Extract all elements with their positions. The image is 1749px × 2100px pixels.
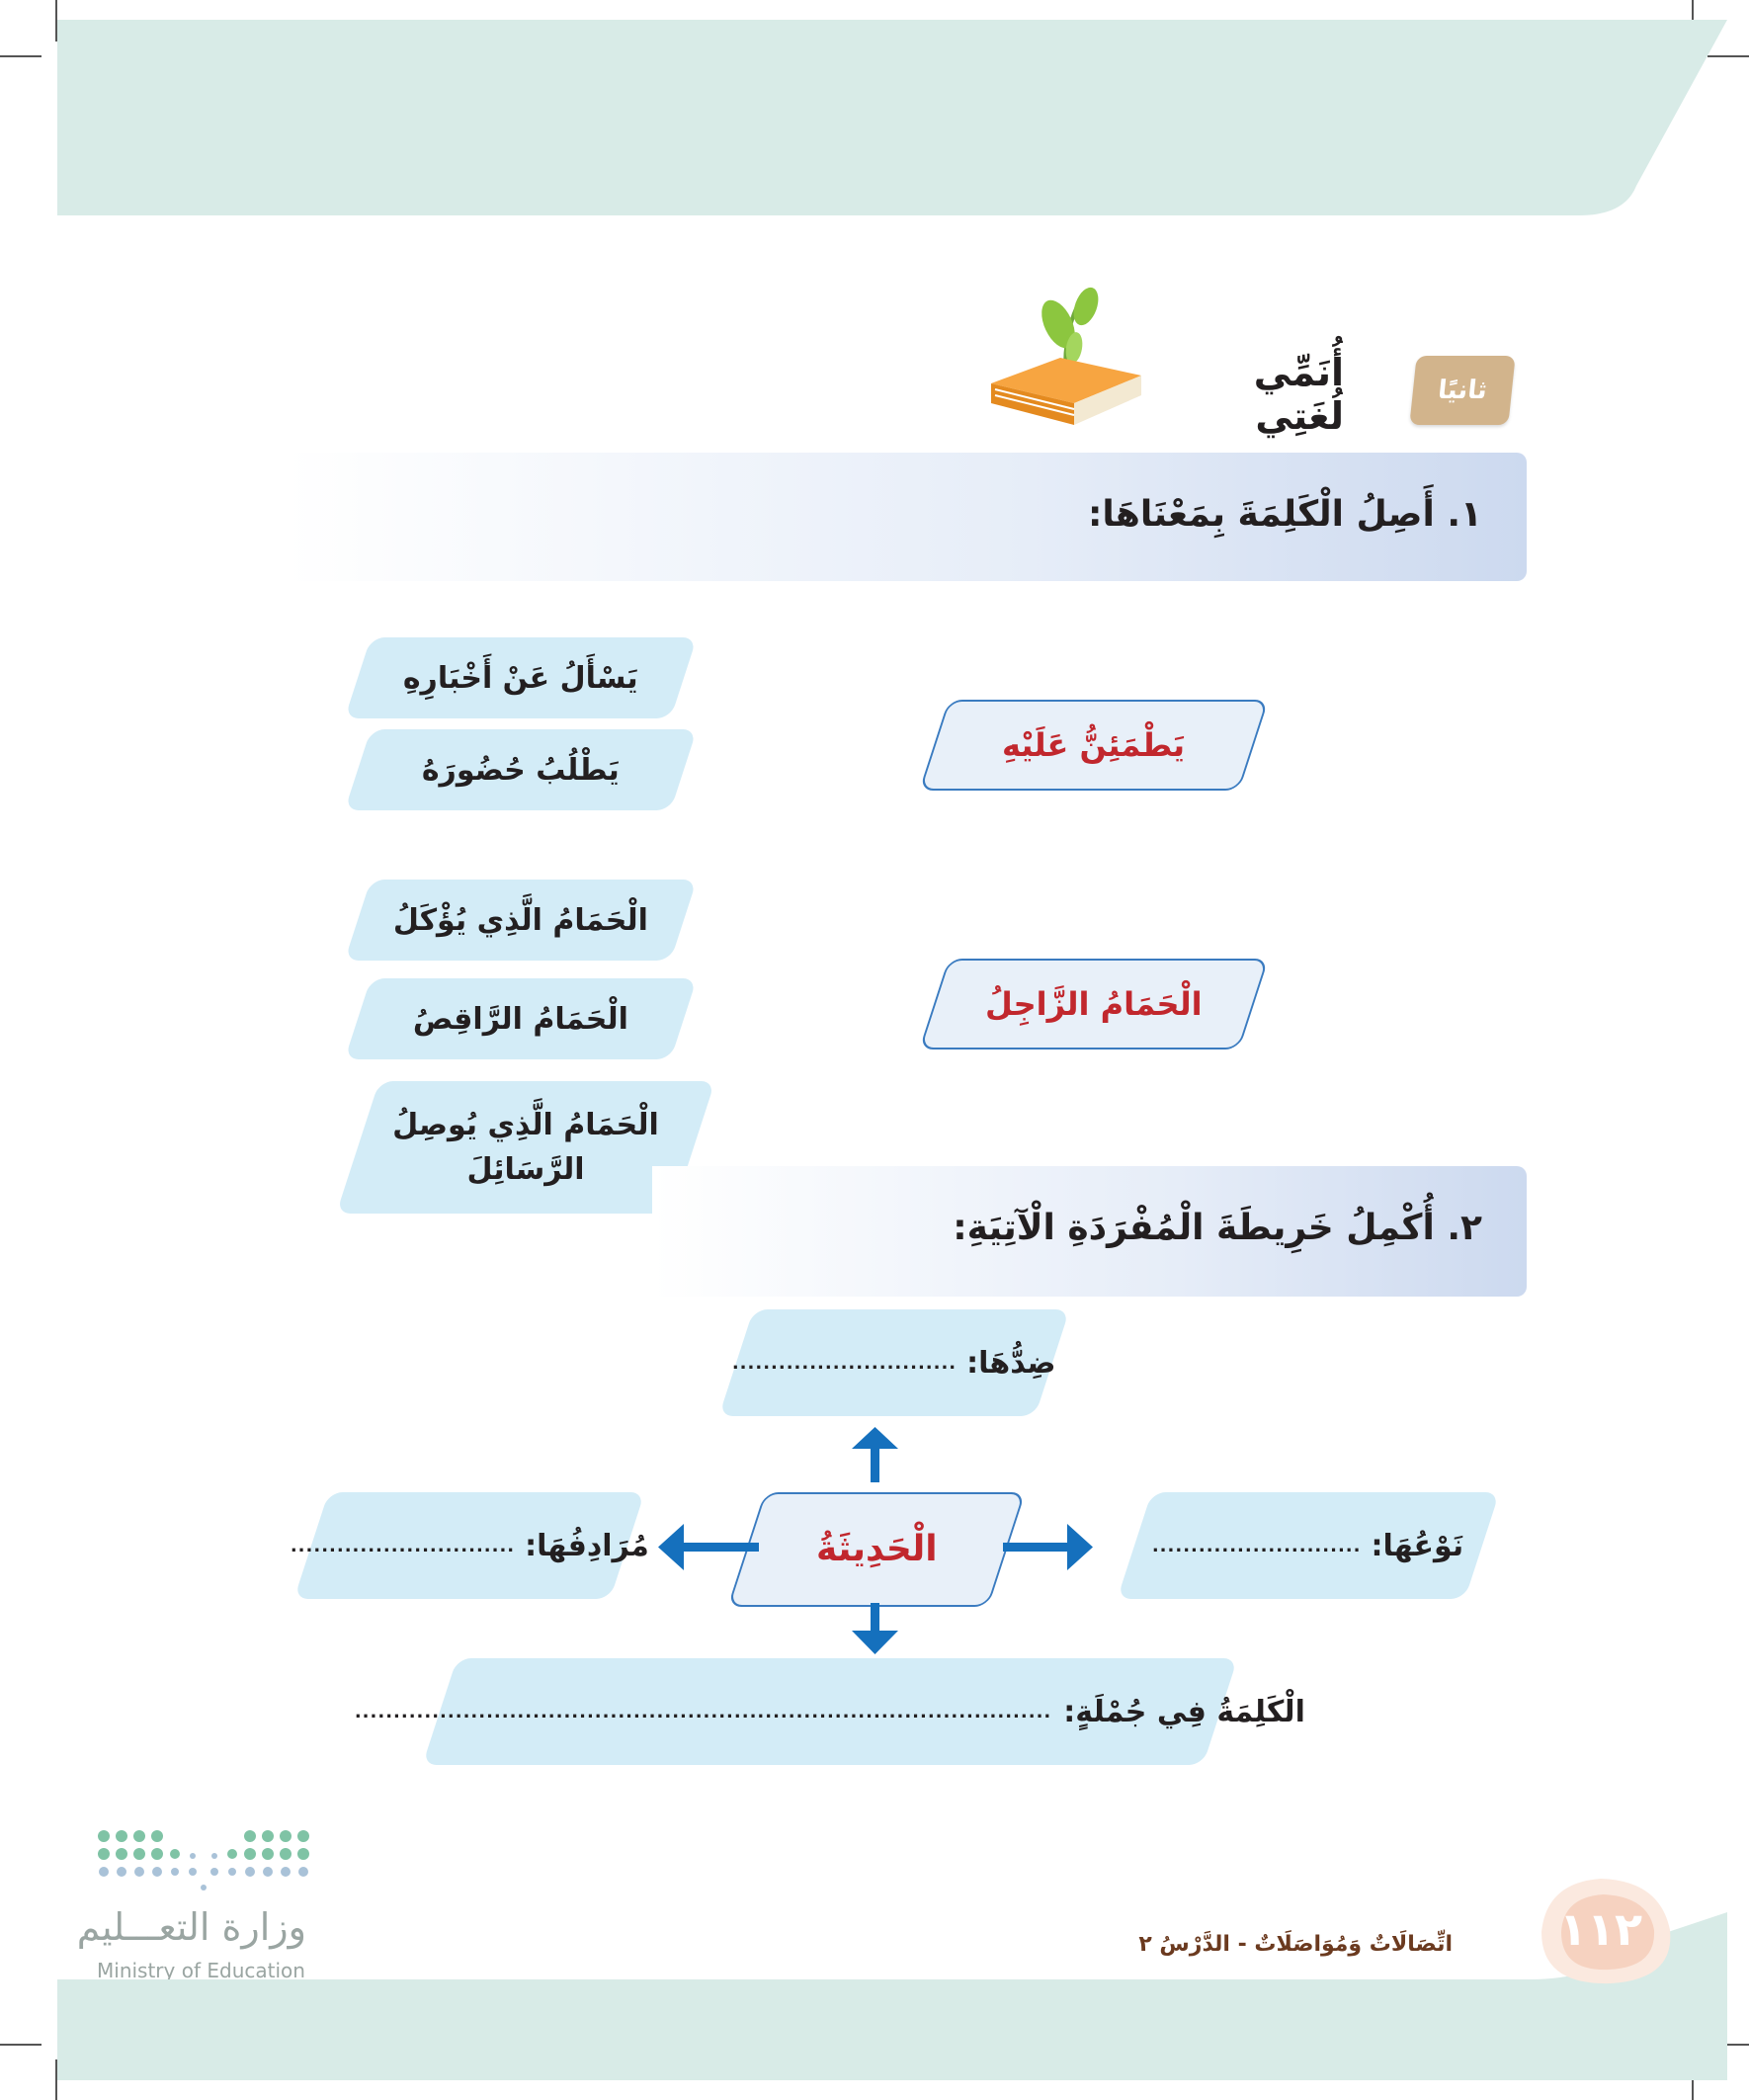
ministry-name-ar: وزارة التعـــليم [76, 1905, 306, 1949]
center-word-box[interactable]: الْحَدِيثَةُ [727, 1492, 1026, 1607]
opposite-label: ضِدُّهَا: [966, 1345, 1056, 1381]
synonym-box[interactable] [290, 1492, 649, 1599]
synonym-dots: ............................. [290, 1535, 515, 1556]
word-map-arrows [652, 1423, 1097, 1660]
crop-mark [0, 55, 42, 57]
question-1-title: ١. أَصِلُ الْكَلِمَةَ بِمَعْنَاهَا: [1087, 494, 1482, 535]
q1-word-2[interactable]: الْحَمَامُ الزَّاجِلُ [919, 959, 1269, 1050]
opposite-dots: ............................. [732, 1352, 958, 1374]
q1-option-5[interactable]: الْحَمَامُ الَّذِي يُوصِلُ الرَّسَائِلَ [336, 1081, 715, 1214]
section-tag: ثانيًا [1409, 356, 1515, 425]
question-2-title: ٢. أُكْمِلُ خَرِيطَةَ الْمُفْرَدَةِ الْآتِيَةِ: [953, 1208, 1482, 1248]
opposite-box[interactable] [718, 1309, 1069, 1416]
sentence-box[interactable] [354, 1658, 1306, 1765]
footer-band [57, 1912, 1727, 2080]
type-dots: ........................... [1152, 1535, 1362, 1556]
book-sprout-icon [983, 287, 1151, 435]
synonym-label: مُرَادِفُهَا: [524, 1528, 649, 1563]
sentence-dots: .......................................................................................... [354, 1701, 1052, 1722]
type-label: نَوْعُهَا: [1371, 1528, 1464, 1563]
crop-mark [0, 2044, 42, 2046]
page-number: ١١٢ [1558, 1902, 1643, 1956]
q1-option-1[interactable]: يَسْأَلُ عَنْ أَخْبَارِهِ [345, 637, 698, 718]
ministry-name-en: Ministry of Education [97, 1959, 305, 1982]
q1-option-2[interactable]: يَطْلُبُ حُضُورَهُ [345, 729, 698, 810]
arrow-down-icon [871, 1603, 879, 1635]
q1-option-4[interactable]: الْحَمَامُ الرَّاقِصُ [345, 978, 698, 1059]
sentence-label: الْكَلِمَةُ فِي جُمْلَةٍ: [1063, 1694, 1306, 1729]
q1-word-1[interactable]: يَطْمَئِنُّ عَلَيْهِ [919, 700, 1269, 791]
lesson-footer: اتِّصَالَاتٌ وَمُوَاصَلَاتٌ - الدَّرْسُ ٢ [1138, 1932, 1453, 1957]
arrow-up-icon [871, 1445, 879, 1482]
arrow-right-icon [1003, 1543, 1072, 1552]
ministry-logo-icon [94, 1826, 311, 1895]
q1-option-3[interactable]: الْحَمَامُ الَّذِي يُؤْكَلُ [345, 880, 698, 961]
section-title: أُنَمِّي لُغَتِي [1253, 351, 1344, 438]
type-box[interactable] [1117, 1492, 1499, 1599]
arrow-left-icon [680, 1543, 759, 1552]
header-band [57, 20, 1727, 217]
